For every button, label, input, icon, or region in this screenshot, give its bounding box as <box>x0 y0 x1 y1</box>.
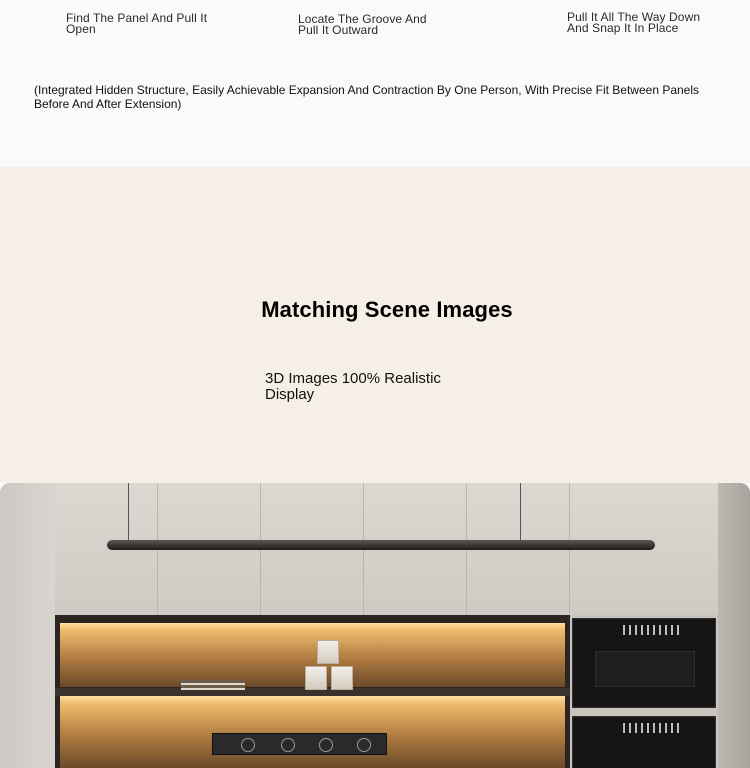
lamp-wire <box>520 483 521 541</box>
step-3-caption: Pull It All The Way Down And Snap It In Place <box>567 10 701 35</box>
oven-controls <box>623 625 683 635</box>
canister <box>317 640 339 664</box>
books <box>181 680 245 690</box>
step-1-caption: Find The Panel And Pull It Open <box>66 11 208 36</box>
installation-steps <box>0 0 750 167</box>
canister <box>331 666 353 690</box>
cabinet-seam <box>569 483 570 623</box>
pendant-lamp <box>107 540 655 550</box>
kitchen-scene-photo <box>0 483 750 768</box>
rack-hook <box>281 738 295 752</box>
structure-note: (Integrated Hidden Structure, Easily Achievable Expansion And Contraction By One Person, With Precise Fit Between Panels Before And After Extension) <box>34 83 700 111</box>
side-wall <box>718 483 750 768</box>
utensil-rack <box>212 733 387 755</box>
oven-window <box>595 651 695 687</box>
rack-hook <box>319 738 333 752</box>
canister <box>305 666 327 690</box>
rack-hook <box>357 738 371 752</box>
scene-header <box>0 167 750 483</box>
step-2-caption: Locate The Groove And Pull It Outward <box>298 12 427 37</box>
cabinet-seam <box>363 483 364 623</box>
oven-lower <box>572 716 716 768</box>
cabinet-seam <box>260 483 261 623</box>
scene-subtitle: 3D Images 100% Realistic Display <box>265 370 441 403</box>
lamp-wire <box>128 483 129 541</box>
oven-controls <box>623 723 683 733</box>
rack-hook <box>241 738 255 752</box>
shelf-light <box>60 696 565 768</box>
cabinet-seam <box>466 483 467 623</box>
scene-title: Matching Scene Images <box>261 297 513 322</box>
cabinet-seam <box>157 483 158 623</box>
oven-upper <box>572 618 716 708</box>
